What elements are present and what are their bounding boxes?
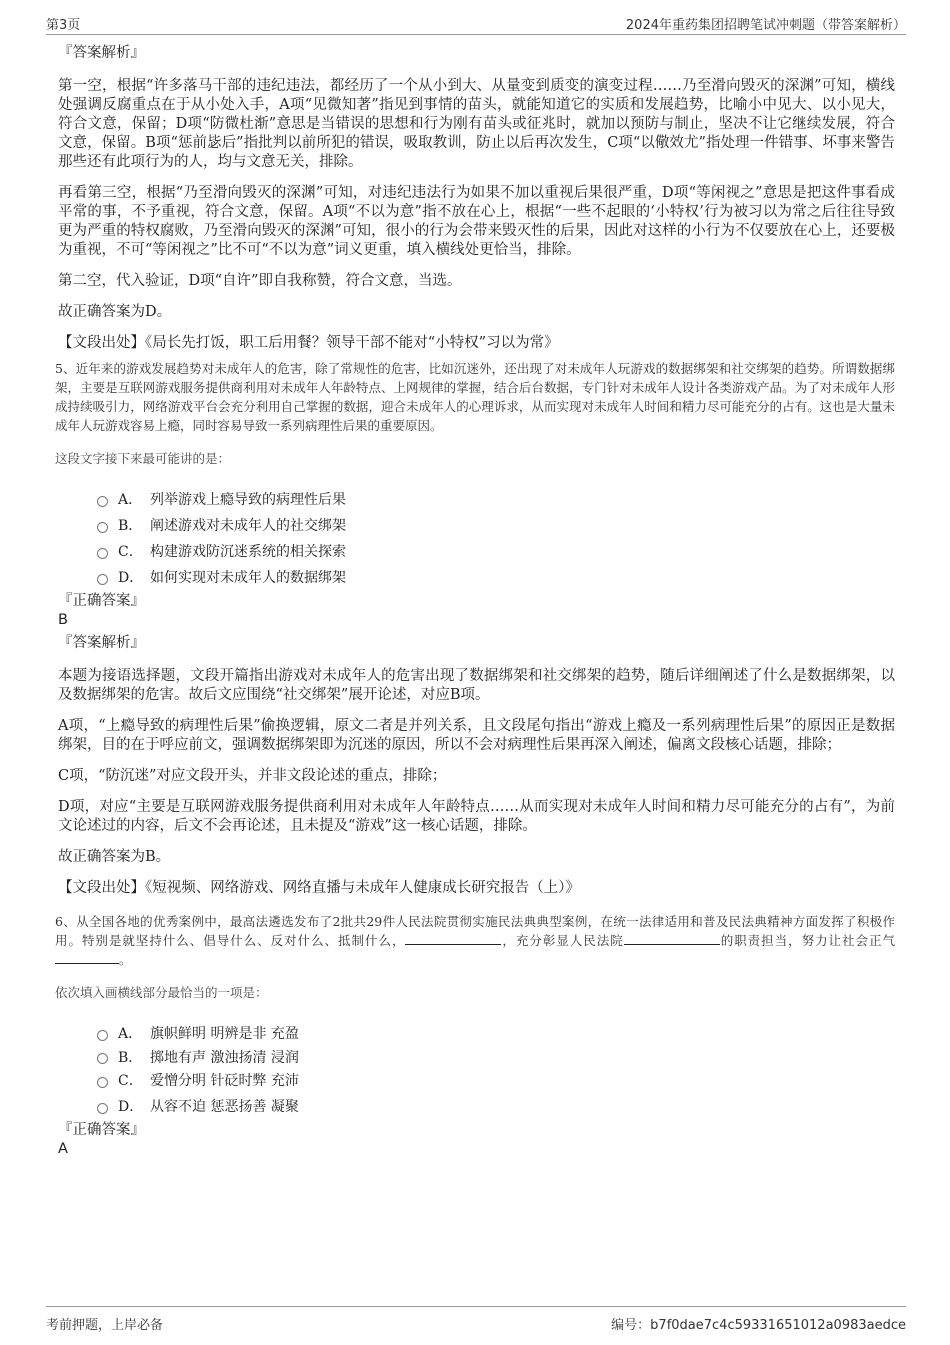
radio-icon[interactable] [97,496,108,507]
option-a[interactable]: A． 列举游戏上瘾导致的病理性后果 [97,486,895,512]
text-source: 【文段出处】《短视频、网络游戏、网络直播与未成年人健康成长研究报告（上）》 [58,880,580,896]
analysis-paragraph: D项，对应“主要是互联网游戏服务提供商利用对未成年人年龄特点……从而实现对未成年人时间和精力尽可能充分的占有”，为前文论述过的内容，后文不会再论述，且未提及“游戏”这一核心话题，排除。 [58,799,895,834]
page-number: 第3页 [46,18,81,33]
analysis-conclusion: 故正确答案为D。 [58,304,172,320]
question-prompt: 这段文字接下来最可能讲的是： [55,451,231,466]
option-c[interactable]: C． 构建游戏防沉迷系统的相关探索 [97,538,895,564]
option-b[interactable]: B． 阐述游戏对未成年人的社交绑架 [97,512,895,538]
blank-3 [55,951,119,964]
analysis-conclusion: 故正确答案为B。 [58,849,171,865]
analysis-paragraph: C项，“防沉迷”对应文段开头，并非文段论述的重点，排除； [58,768,447,784]
radio-icon[interactable] [97,522,108,533]
radio-icon[interactable] [97,1030,108,1041]
option-b[interactable]: B． 掷地有声 激浊扬清 浸润 [97,1046,895,1067]
radio-icon[interactable] [97,1053,108,1064]
document-id: 编号：b7f0dae7c4c59331651012a0983aedce [611,1318,906,1333]
analysis-label: 『答案解析』 [58,635,145,651]
analysis-paragraph: A项，“上瘾导致的病理性后果”偷换逻辑，原文二者是并列关系，且文段尾句指出“游戏上瘾及一系列病理性后果”的原因正是数据绑架，目的在于呼应前文，强调数据绑架即为沉迷的原因，所以不会对病理性后果再深入阐述，偏离文段核心话题，排除； [58,718,895,753]
document-title: 2024年重药集团招聘笔试冲刺题（带答案解析） [625,18,906,33]
option-d[interactable]: D． 如何实现对未成年人的数据绑架 [97,564,895,590]
option-a[interactable]: A． 旗帜鲜明 明辨是非 充盈 [97,1020,895,1046]
question-stem: 5、近年来的游戏发展趋势对未成年人的危害，除了常规性的危害，比如沉迷外，还出现了对未成年人玩游戏的数据绑架和社交绑架的趋势。所谓数据绑架，主要是互联网游戏服务提供商利用对未成年人年龄特点、上网规律的掌握，结合后台数据，专门针对未成年人设计各类游戏产品。为了对未成年人形成持续吸引力，网络游戏平台会充分利用自己掌握的数据，迎合未成年人的心理诉求，从而实现对未成年人时间和精力尽可能充分的占有。这也是大量未成年人玩游戏容易上瘾，同时容易导致一系列病理性后果的重要原因。 [55,361,895,433]
analysis-label: 『答案解析』 [58,45,145,61]
blank-2 [624,932,720,945]
page-header [46,12,906,35]
radio-icon[interactable] [97,574,108,585]
option-c[interactable]: C． 爱憎分明 针砭时弊 充沛 [97,1067,895,1093]
option-d[interactable]: D． 从容不迫 惩恶扬善 凝聚 [97,1093,895,1119]
radio-icon[interactable] [97,1077,108,1088]
blank-1 [405,932,501,945]
correct-answer-label: 『正确答案』 [58,1122,145,1138]
correct-answer-label: 『正确答案』 [58,593,145,609]
correct-answer: B [58,612,68,628]
option-list [97,486,895,590]
correct-answer: A [58,1141,68,1157]
analysis-paragraph: 本题为接语选择题，文段开篇指出游戏对未成年人的危害出现了数据绑架和社交绑架的趋势，随后详细阐述了什么是数据绑架，以及数据绑架的危害。故后文应围绕“社交绑架”展开论述，对应B项。 [58,668,895,703]
radio-icon[interactable] [97,548,108,559]
text-source: 【文段出处】《局长先打饭，职工后用餐？领导干部不能对“小特权”习以为常》 [58,335,559,351]
question-stem: 6、从全国各地的优秀案例中，最高法遴选发布了2批共29件人民法院贯彻实施民法典典型案例，在统一法律适用和普及民法典精神方面发挥了积极作用。特别是就坚持什么、倡导什么、反对什么、抵制什么， ，充分彰显人民法院 的职责担当，努力让社会正气。 [55,914,895,967]
page-footer [46,1306,906,1337]
option-list [97,1020,895,1119]
radio-icon[interactable] [97,1103,108,1114]
analysis-paragraph: 再看第三空，根据“乃至滑向毁灭的深渊”可知，对违纪违法行为如果不加以重视后果很严重，D项“等闲视之”意思是把这件事看成平常的事，不予重视，符合文意，保留。A项“不以为意”指不放在心上，根据“一些不起眼的‘小特权’行为被习以为常之后往往导致更为严重的特权腐败，乃至滑向毁灭的深渊”可知，很小的行为会带来毁灭性的后果，因此对这样的小行为不仅要放在心上，还要极为重视，不可“等闲视之”比不可“不以为意”词义更重，填入横线处更恰当，排除。 [58,185,895,258]
analysis-paragraph: 第二空，代入验证，D项“自许”即自我称赞，符合文意，当选。 [58,273,462,289]
footer-slogan: 考前押题，上岸必备 [46,1318,164,1333]
page-content [55,44,895,1163]
question-prompt: 依次填入画横线部分最恰当的一项是： [55,985,268,1000]
analysis-paragraph: 第一空，根据“许多落马干部的违纪违法，都经历了一个从小到大、从量变到质变的演变过程……乃至滑向毁灭的深渊”可知，横线处强调反腐重点在于从小处入手，A项“见微知著”指见到事情的苗头，就能知道它的实质和发展趋势，比喻小中见大、以小见大，符合文意，保留；D项“防微杜渐”意思是当错误的思想和行为刚有苗头或征兆时，就加以预防与制止，坚决不让它继续发展，符合文意，保留。B项“惩前毖后”指批判以前所犯的错误，吸取教训，防止以后再次发生，C项“以儆效尤”指处理一件错事、坏事来警告那些还有此项行为的人，均与文意无关，排除。 [58,78,895,170]
